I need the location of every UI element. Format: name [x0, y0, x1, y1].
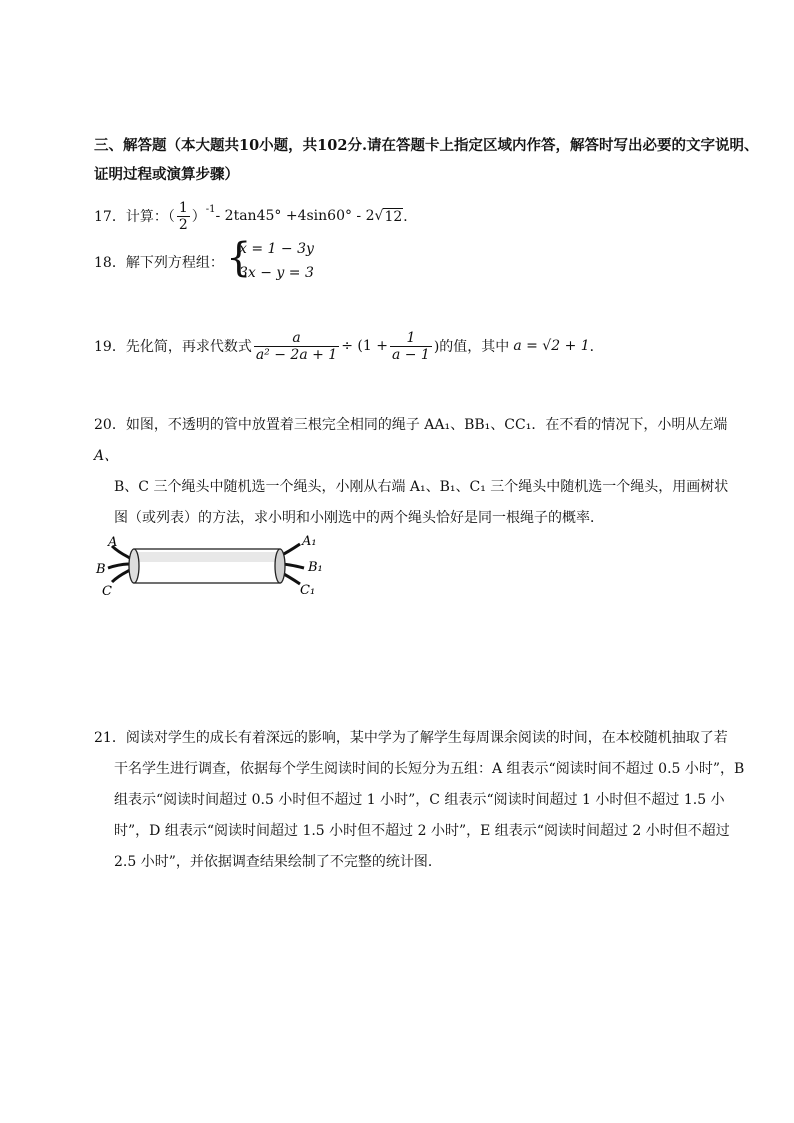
q21-line5: 2.5 小时”，并依据调查结果绘制了不完整的统计图．: [114, 854, 442, 870]
q20-line1: 20．如图，不透明的管中放置着三根完全相同的绳子 AA₁、BB₁、CC₁．在不看的情况下，小明从左端: [94, 417, 728, 433]
q20-line2: A、: [94, 448, 119, 464]
label-a1: A₁: [302, 534, 317, 549]
q21-line2: 干名学生进行调查，依据每个学生阅读时间的长短分为五组：A 组表示“阅读时间不超过 0.5 小时”，B: [114, 761, 745, 777]
q19-f2-den: a − 1: [391, 346, 430, 363]
q21-line4: 时”，D 组表示“阅读时间超过 1.5 小时但不超过 2 小时”，E 组表示“阅读时间超过 2 小时但不超过: [114, 823, 730, 839]
question-19: [94, 326, 604, 366]
q19-prefix: 19．先化简，再求代数式: [94, 339, 252, 355]
q18-brace: {: [226, 235, 252, 281]
q21-line3: 组表示“阅读时间超过 0.5 小时但不超过 1 小时”，C 组表示“阅读时间超过 1 小时但不超过 1.5 小: [114, 792, 725, 808]
q19-end: ．: [589, 339, 604, 355]
rope-tube-figure: [90, 532, 330, 600]
q19-f1-num: a: [254, 330, 339, 347]
tube-highlight: [134, 552, 280, 562]
label-b: B: [96, 562, 106, 577]
q19-mid1: ÷ (1 +: [341, 338, 388, 354]
q19-fraction-2: [390, 330, 432, 363]
q17-end: ．: [403, 209, 418, 225]
label-c1: C₁: [300, 583, 316, 598]
label-c: C: [102, 584, 112, 599]
q20-line4: 图（或列表）的方法，求小明和小刚选中的两个绳头恰好是同一根绳子的概率．: [114, 510, 604, 526]
tube-left-end: [129, 549, 139, 583]
q20-line3: B、C 三个绳头中随机选一个绳头，小刚从右端 A₁、B₁、C₁ 三个绳头中随机选一个绳头，用画树状: [114, 479, 729, 495]
q19-mid2: )的值，其中: [433, 339, 510, 355]
q17-number: 17．计算：（: [94, 209, 175, 225]
label-a: A: [108, 535, 118, 550]
q19-fraction-1: [254, 330, 339, 363]
q19-f2-num: 1: [390, 330, 432, 347]
tube-right-end: [275, 549, 285, 583]
rope-left-c: [112, 570, 130, 582]
q17-frac-den: 2: [178, 216, 188, 233]
q17-frac-num: 1: [178, 199, 188, 216]
q19-f1-den: a² − 2a + 1: [255, 346, 338, 363]
q17-rest: - 2tan45° +4sin60° - 2: [215, 208, 375, 224]
label-b1: B₁: [308, 560, 323, 575]
q17-after-frac: ）: [191, 209, 206, 225]
q19-condition: a = √2 + 1: [513, 338, 590, 354]
rope-left-b: [108, 564, 130, 568]
q18-prefix: 18．解下列方程组：: [94, 255, 224, 271]
question-17: 17．计算：（ $\frac{1}{2}$ ） $^{-1}$ - 2tan45° +4sin60° - 2 √ 12 ．: [94, 199, 418, 233]
q18-eq2: 3x − y = 3: [239, 265, 314, 281]
q17-exponent: -1: [205, 203, 216, 215]
section-heading-line1: 三、解答题（本大题共10小题，共102分.请在答题卡上指定区域内作答，解答时写出必要的文字说明、: [94, 137, 759, 154]
section-heading-line2: 证明过程或演算步骤）: [94, 166, 239, 183]
q17-fraction: [177, 200, 190, 233]
q17-radicand: 12: [384, 208, 403, 225]
q18-eq1: x = 1 − 3y: [239, 241, 314, 257]
q21-line1: 21．阅读对学生的成长有着深远的影响，某中学为了解学生每周课余阅读的时间，在本校随机抽取了若: [94, 730, 728, 746]
